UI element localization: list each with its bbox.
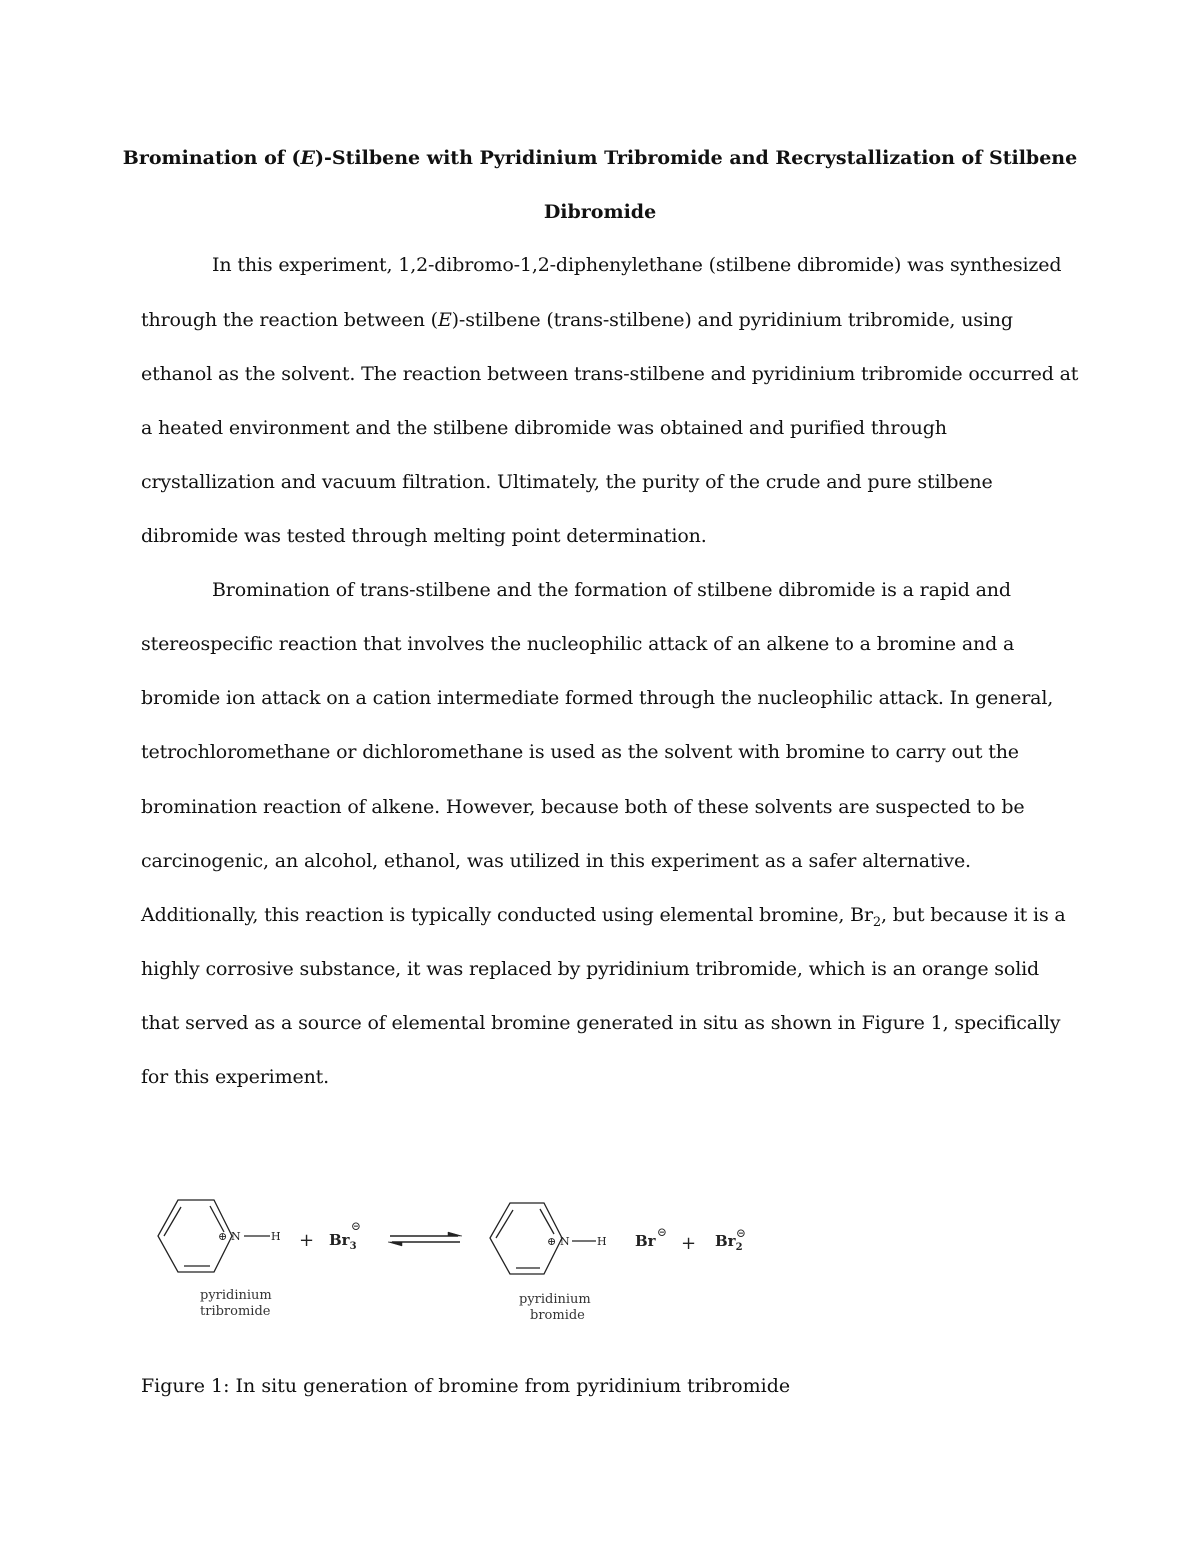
paragraph-2-line: bromide ion attack on a cation intermediate formed through the nucleophilic attack. In general, xyxy=(141,687,1054,709)
plus-sign: + xyxy=(681,1233,697,1254)
subscript-2: 2 xyxy=(735,1242,743,1253)
tribromide-ion xyxy=(329,1231,357,1252)
title-e-italic: E xyxy=(300,147,316,169)
n-atom-left: N xyxy=(231,1230,241,1243)
minus-charge-br3: ⊝ xyxy=(351,1219,362,1233)
label-tribromide: tribromide xyxy=(200,1304,271,1319)
document-title-line-1 xyxy=(120,148,1080,168)
pyridinium-ring-right xyxy=(490,1203,596,1274)
br-symbol: Br xyxy=(329,1231,350,1249)
paragraph-2-line xyxy=(141,905,1066,933)
figure-caption: Figure 1: In situ generation of bromine from pyridinium tribromide xyxy=(141,1375,791,1397)
paragraph-1-line xyxy=(141,310,1013,330)
document-title-line-2: Dibromide xyxy=(543,201,657,223)
plus-sign: + xyxy=(299,1230,315,1251)
subscript-2: 2 xyxy=(872,914,882,930)
paragraph-2-line: Bromination of trans-stilbene and the formation of stilbene dibromide is a rapid and xyxy=(212,579,1011,601)
line-text: , but because it is a xyxy=(881,904,1066,926)
h-atom-left: H xyxy=(271,1230,281,1243)
label-bromide: bromide xyxy=(530,1308,585,1323)
line-text: )-stilbene (trans-stilbene) and pyridinium tribromide, using xyxy=(451,309,1013,331)
paragraph-1-line: a heated environment and the stilbene dibromide was obtained and purified through xyxy=(141,417,947,439)
e-italic: E xyxy=(437,309,452,331)
subscript-3: 3 xyxy=(349,1241,357,1252)
plus-charge-left: ⊕ xyxy=(218,1230,228,1243)
paragraph-2-line: carcinogenic, an alcohol, ethanol, was utilized in this experiment as a safer alternative. xyxy=(141,850,971,872)
title-suffix: )-Stilbene with Pyridinium Tribromide and Recrystallization of Stilbene xyxy=(315,147,1078,169)
paragraph-1-line: crystallization and vacuum filtration. Ultimately, the purity of the crude and pure stilbene xyxy=(141,471,993,493)
paragraph-2-line: that served as a source of elemental bromine generated in situ as shown in Figure 1, specifically xyxy=(141,1012,1061,1034)
pyridinium-ring-left xyxy=(158,1200,270,1272)
line-text: Additionally, this reaction is typically conducted using elemental bromine, Br xyxy=(141,904,873,926)
paragraph-2-line: bromination reaction of alkene. However, because both of these solvents are suspected to be xyxy=(141,796,1025,818)
bromide-ion: Br xyxy=(635,1232,656,1250)
paragraph-2-line: stereospecific reaction that involves the nucleophilic attack of an alkene to a bromine and a xyxy=(141,633,1015,655)
paragraph-2-line: highly corrosive substance, it was replaced by pyridinium tribromide, which is an orange solid xyxy=(141,958,1040,980)
line-text: through the reaction between ( xyxy=(141,309,438,331)
n-atom-right: N xyxy=(560,1235,570,1248)
h-atom-right: H xyxy=(597,1235,607,1248)
paragraph-1-line: ethanol as the solvent. The reaction between trans-stilbene and pyridinium tribromide occurred at xyxy=(141,363,1079,385)
title-prefix: Bromination of ( xyxy=(122,147,301,169)
label-pyridinium-left: pyridinium xyxy=(200,1288,272,1303)
paragraph-1-line: dibromide was tested through melting point determination. xyxy=(141,525,707,547)
minus-charge-br: ⊝ xyxy=(657,1225,668,1239)
equilibrium-arrows xyxy=(388,1232,462,1246)
minus-charge-br2: ⊝ xyxy=(736,1226,747,1240)
paragraph-2-line: tetrochloromethane or dichloromethane is used as the solvent with bromine to carry out the xyxy=(141,741,1019,763)
br-symbol: Br xyxy=(715,1232,736,1250)
paragraph-2-line: for this experiment. xyxy=(141,1066,330,1088)
plus-charge-right: ⊕ xyxy=(547,1235,557,1248)
reaction-scheme-figure xyxy=(140,1188,780,1338)
label-pyridinium-right: pyridinium xyxy=(519,1292,591,1307)
paragraph-1-line: In this experiment, 1,2-dibromo-1,2-diphenylethane (stilbene dibromide) was synthesized xyxy=(212,254,1062,276)
